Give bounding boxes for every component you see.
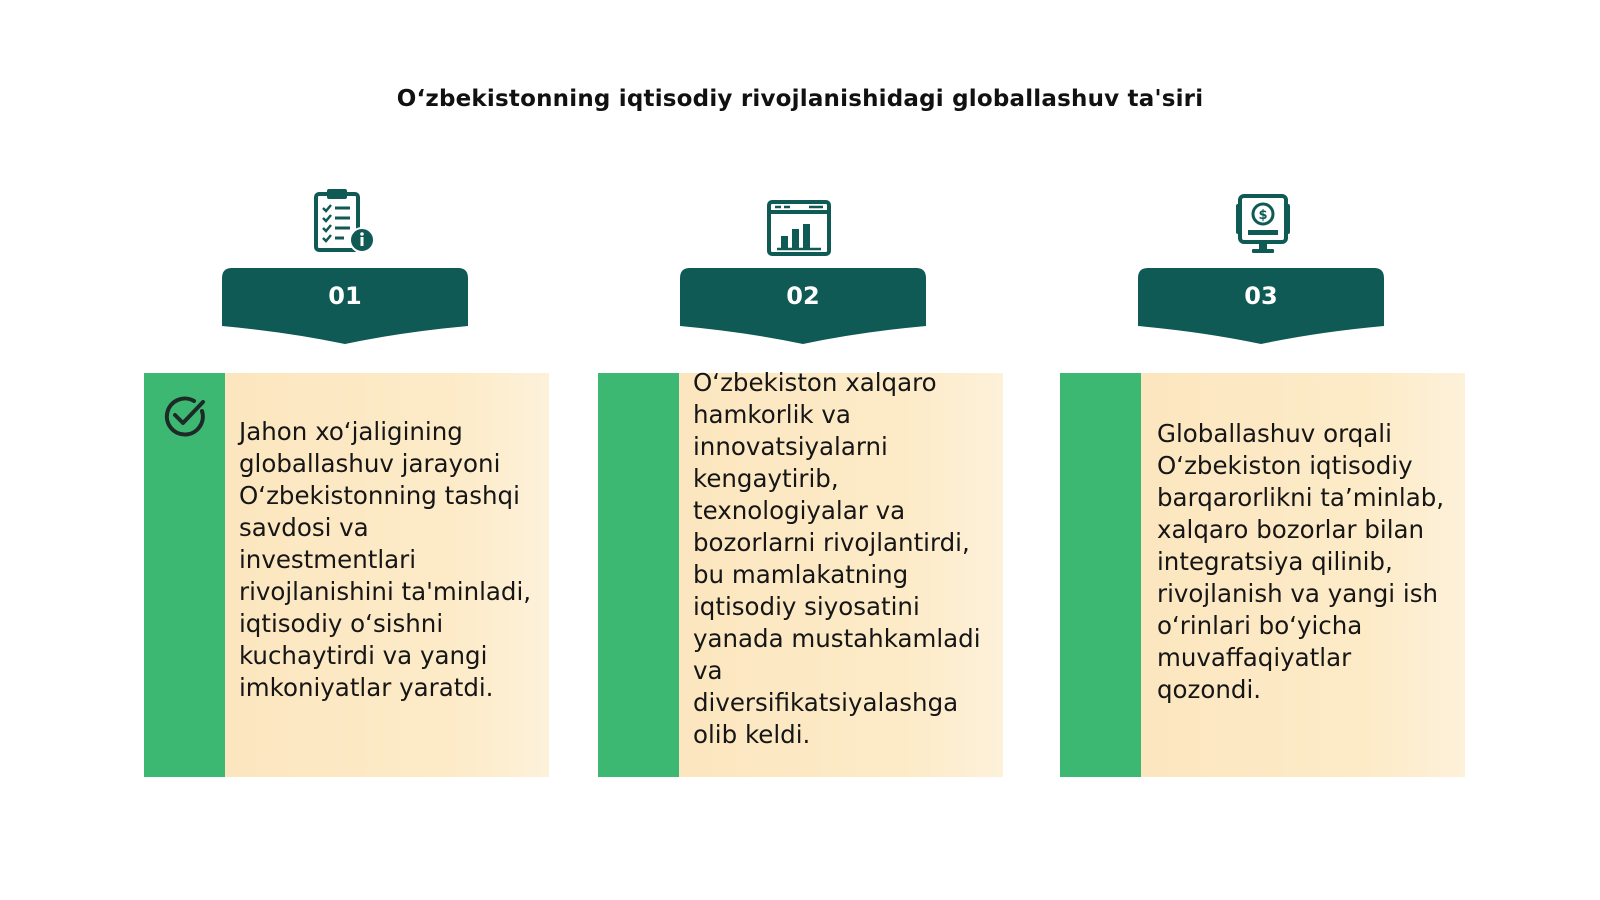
dollar-monitor-icon — [1228, 190, 1298, 260]
step-card-02 — [598, 368, 1003, 777]
step-badge-03 — [1138, 268, 1384, 348]
card-accent-bar — [598, 373, 679, 777]
card-text: O‘zbekiston xalqaro hamkorlik va innovatsiyalarni kengaytirib, texnologiyalar va bozorlarni rivojlantirdi, bu mamlakatning iqtisodiy siyosatini yanada mustahkamladi va diversifikatsiyalashga olib keldi. — [693, 368, 981, 749]
svg-text:$: $ — [1258, 208, 1268, 223]
bar-chart-window-icon — [765, 194, 835, 264]
step-badge-02 — [680, 268, 926, 348]
card-accent-bar — [144, 373, 225, 777]
card-text: Jahon xo‘jaligining globallashuv jarayoni O‘zbekistonning tashqi savdosi va investmentlari rivojlanishini ta'minladi, iqtisodiy o‘sishni kuchaytirdi va yangi imkoniyatlar yaratdi. — [239, 417, 532, 702]
step-badge-01 — [222, 268, 468, 348]
step-number: 03 — [1244, 282, 1278, 310]
step-number: 02 — [786, 282, 820, 310]
step-card-01 — [144, 373, 549, 777]
step-card-03 — [1060, 373, 1465, 777]
clipboard-checklist-info-icon — [310, 186, 380, 256]
step-number: 01 — [328, 282, 362, 310]
card-text: Globallashuv orqali O‘zbekiston iqtisodiy barqarorlikni ta’minlab, xalqaro bozorlar bilan integratsiya qilinib, rivojlanish va yangi ish o‘rinlari bo‘yicha muvaffaqiyatlar qozondi. — [1157, 419, 1445, 704]
check-circle-icon — [162, 393, 208, 439]
card-accent-bar — [1060, 373, 1141, 777]
page-title: O‘zbekistonning iqtisodiy rivojlanishidagi globallashuv ta'siri — [396, 86, 1204, 112]
